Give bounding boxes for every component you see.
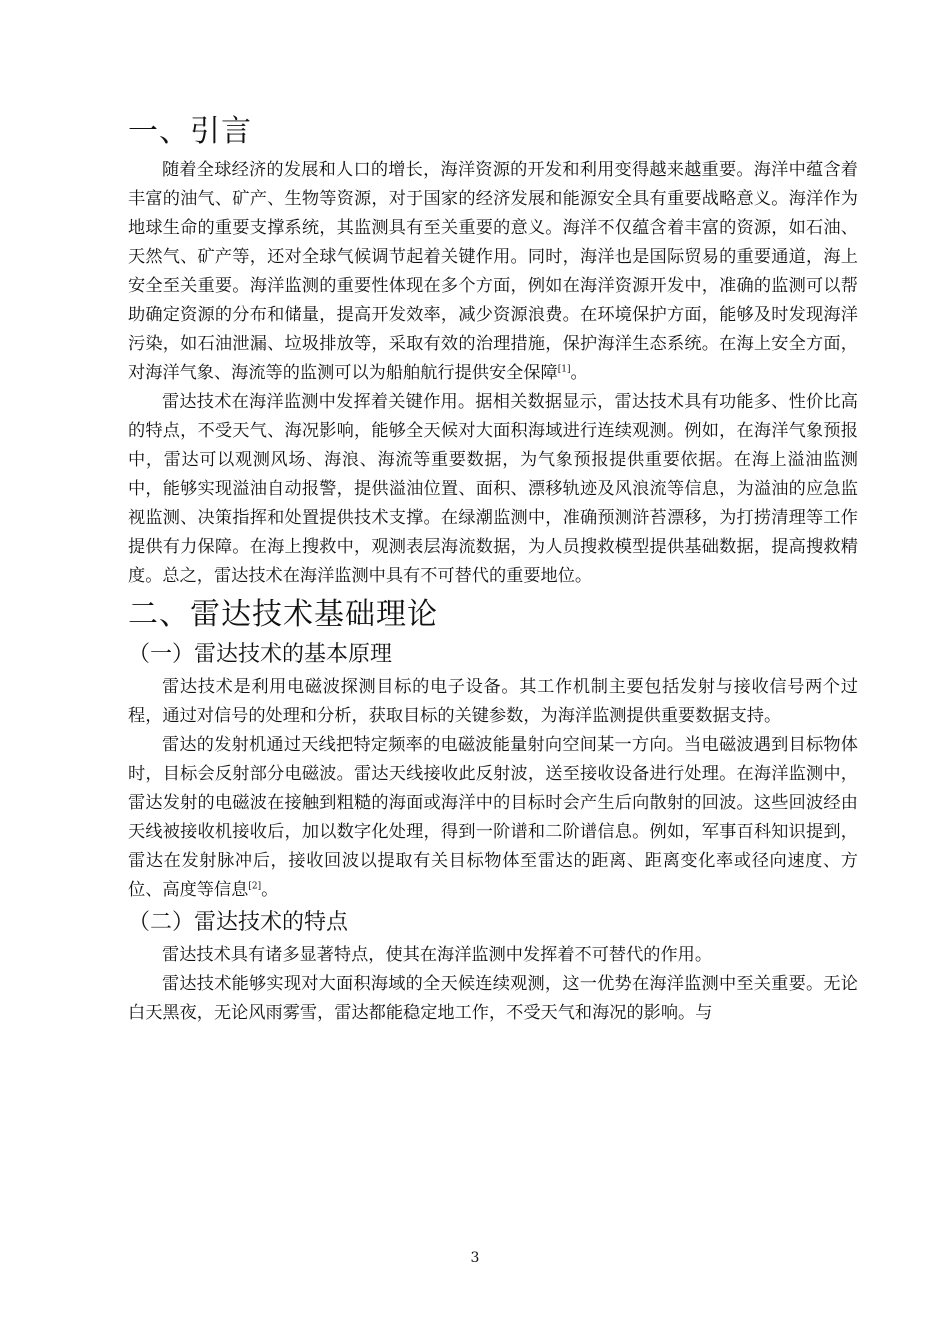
paragraph-principle-2 [128, 731, 858, 905]
paragraph-intro-1 [128, 156, 858, 388]
paragraph-features-2: 雷达技术能够实现对大面积海域的全天候连续观测，这一优势在海洋监测中至关重要。无论白天黑夜，无论风雨雾雪，雷达都能稳定地工作，不受天气和海况的影响。与 [128, 974, 858, 1023]
page-number: 3 [470, 1250, 480, 1266]
citation-ref-1[interactable]: [1] [557, 364, 571, 375]
section-heading-radar-theory: 二、雷达技术基础理论 [128, 597, 438, 632]
subsection-heading-features: （二）雷达技术的特点 [128, 910, 349, 935]
paragraph-end: 。 [261, 880, 279, 900]
paragraph-end: 。 [570, 363, 588, 383]
citation-ref-2[interactable]: [2] [248, 881, 262, 892]
paragraph-intro-2: 雷达技术在海洋监测中发挥着关键作用。据相关数据显示，雷达技术具有功能多、性价比高的特点，不受天气、海况影响，能够全天候对大面积海域进行连续观测。例如，在海洋气象预报中，雷达可以观测风场、海浪、海流等重要数据，为气象预报提供重要依据。在海上溢油监测中，能够实现溢油自动报警，提供溢油位置、面积、漂移轨迹及风浪流等信息，为溢油的应急监视监测、决策指挥和处置提供技术支撑。在绿潮监测中，准确预测浒苔漂移，为打捞清理等工作提供有力保障。在海上搜救中，观测表层海流数据，为人员搜救模型提供基础数据，提高搜救精度。总之，雷达技术在海洋监测中具有不可替代的重要地位。 [128, 392, 858, 586]
section-heading-intro: 一、引言 [128, 114, 252, 149]
paragraph-features-1: 雷达技术具有诸多显著特点，使其在海洋监测中发挥着不可替代的作用。 [162, 945, 713, 965]
paragraph-text: 随着全球经济的发展和人口的增长，海洋资源的开发和利用变得越来越重要。海洋中蕴含着丰富的油气、矿产、生物等资源，对于国家的经济发展和能源安全具有重要战略意义。海洋作为地球生命的重要支撑系统，其监测具有至关重要的意义。海洋不仅蕴含着丰富的资源，如石油、天然气、矿产等，还对全球气候调节起着关键作用。同时，海洋也是国际贸易的重要通道，海上安全至关重要。海洋监测的重要性体现在多个方面，例如在海洋资源开发中，准确的监测可以帮助确定资源的分布和储量，提高开发效率，减少资源浪费。在环境保护方面，能够及时发现海洋污染，如石油泄漏、垃圾排放等，采取有效的治理措施，保护海洋生态系统。在海上安全方面，对海洋气象、海流等的监测可以为船舶航行提供安全保障 [128, 160, 858, 383]
paragraph-principle-1: 雷达技术是利用电磁波探测目标的电子设备。其工作机制主要包括发射与接收信号两个过程，通过对信号的处理和分析，获取目标的关键参数，为海洋监测提供重要数据支持。 [128, 677, 858, 726]
paragraph-text: 雷达的发射机通过天线把特定频率的电磁波能量射向空间某一方向。当电磁波遇到目标物体时，目标会反射部分电磁波。雷达天线接收此反射波，送至接收设备进行处理。在海洋监测中，雷达发射的电磁波在接触到粗糙的海面或海洋中的目标时会产生后向散射的回波。这些回波经由天线被接收机接收后，加以数字化处理，得到一阶谱和二阶谱信息。例如，军事百科知识提到，雷达在发射脉冲后，接收回波以提取有关目标物体至雷达的距离、距离变化率或径向速度、方位、高度等信息 [128, 735, 858, 900]
document-page [128, 110, 858, 1028]
subsection-heading-principle: （一）雷达技术的基本原理 [128, 642, 393, 667]
